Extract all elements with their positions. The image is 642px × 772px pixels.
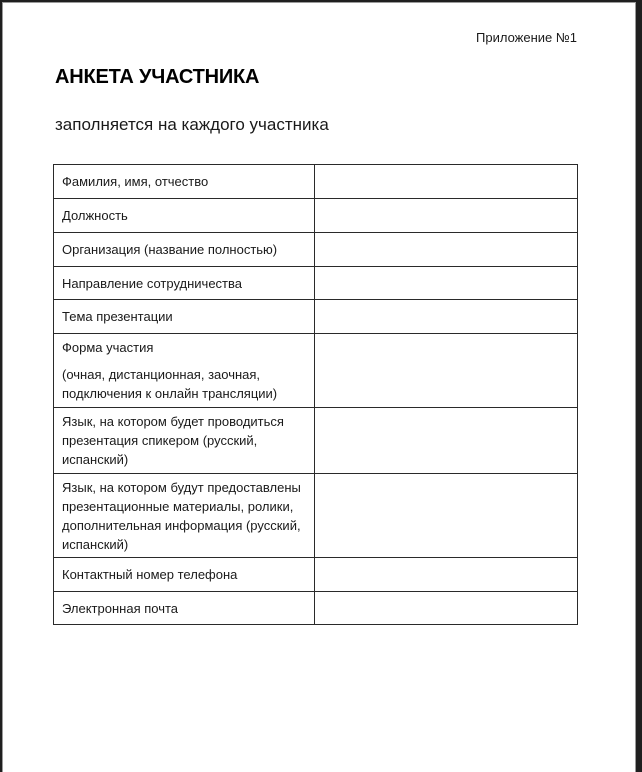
table-row (54, 233, 578, 267)
field-value-speaker-language[interactable] (315, 408, 578, 474)
field-value-position[interactable] (315, 199, 578, 233)
field-label-phone: Контактный номер телефона (54, 558, 315, 592)
table-row (54, 558, 578, 592)
field-value-materials-language[interactable] (315, 474, 578, 558)
field-label-email: Электронная почта (54, 592, 315, 625)
page-title: АНКЕТА УЧАСТНИКА (55, 66, 260, 88)
participation-form-note: (очная, дистанционная, заочная, подключения к онлайн трансляции) (62, 367, 278, 401)
field-label-cooperation-direction: Направление сотрудничества (54, 267, 315, 300)
field-value-phone[interactable] (315, 558, 578, 592)
table-row (54, 165, 578, 199)
table-row (54, 267, 578, 300)
field-label-full-name: Фамилия, имя, отчество (54, 165, 315, 199)
field-label-materials-language: Язык, на котором будут предоставлены презентационные материалы, ролики, дополнительная информация (русский, испанский) (54, 474, 315, 558)
field-value-email[interactable] (315, 592, 578, 625)
table-row (54, 408, 578, 474)
document-page (2, 2, 636, 772)
field-label-organization: Организация (название полностью) (54, 233, 315, 267)
field-label-position: Должность (54, 199, 315, 233)
field-value-participation-form[interactable] (315, 334, 578, 408)
field-value-cooperation-direction[interactable] (315, 267, 578, 300)
field-label-participation-form (54, 334, 315, 408)
field-value-full-name[interactable] (315, 165, 578, 199)
field-value-presentation-topic[interactable] (315, 300, 578, 334)
table-row (54, 474, 578, 558)
field-label-speaker-language: Язык, на котором будет проводиться презентация спикером (русский, испанский) (54, 408, 315, 474)
table-row (54, 592, 578, 625)
table-row (54, 199, 578, 233)
field-label-presentation-topic: Тема презентации (54, 300, 315, 334)
participant-form-table (53, 164, 578, 625)
participation-form-title: Форма участия (62, 340, 154, 355)
field-value-organization[interactable] (315, 233, 578, 267)
page-subtitle: заполняется на каждого участника (55, 115, 329, 134)
table-row (54, 300, 578, 334)
table-row (54, 334, 578, 408)
appendix-label: Приложение №1 (476, 30, 578, 45)
